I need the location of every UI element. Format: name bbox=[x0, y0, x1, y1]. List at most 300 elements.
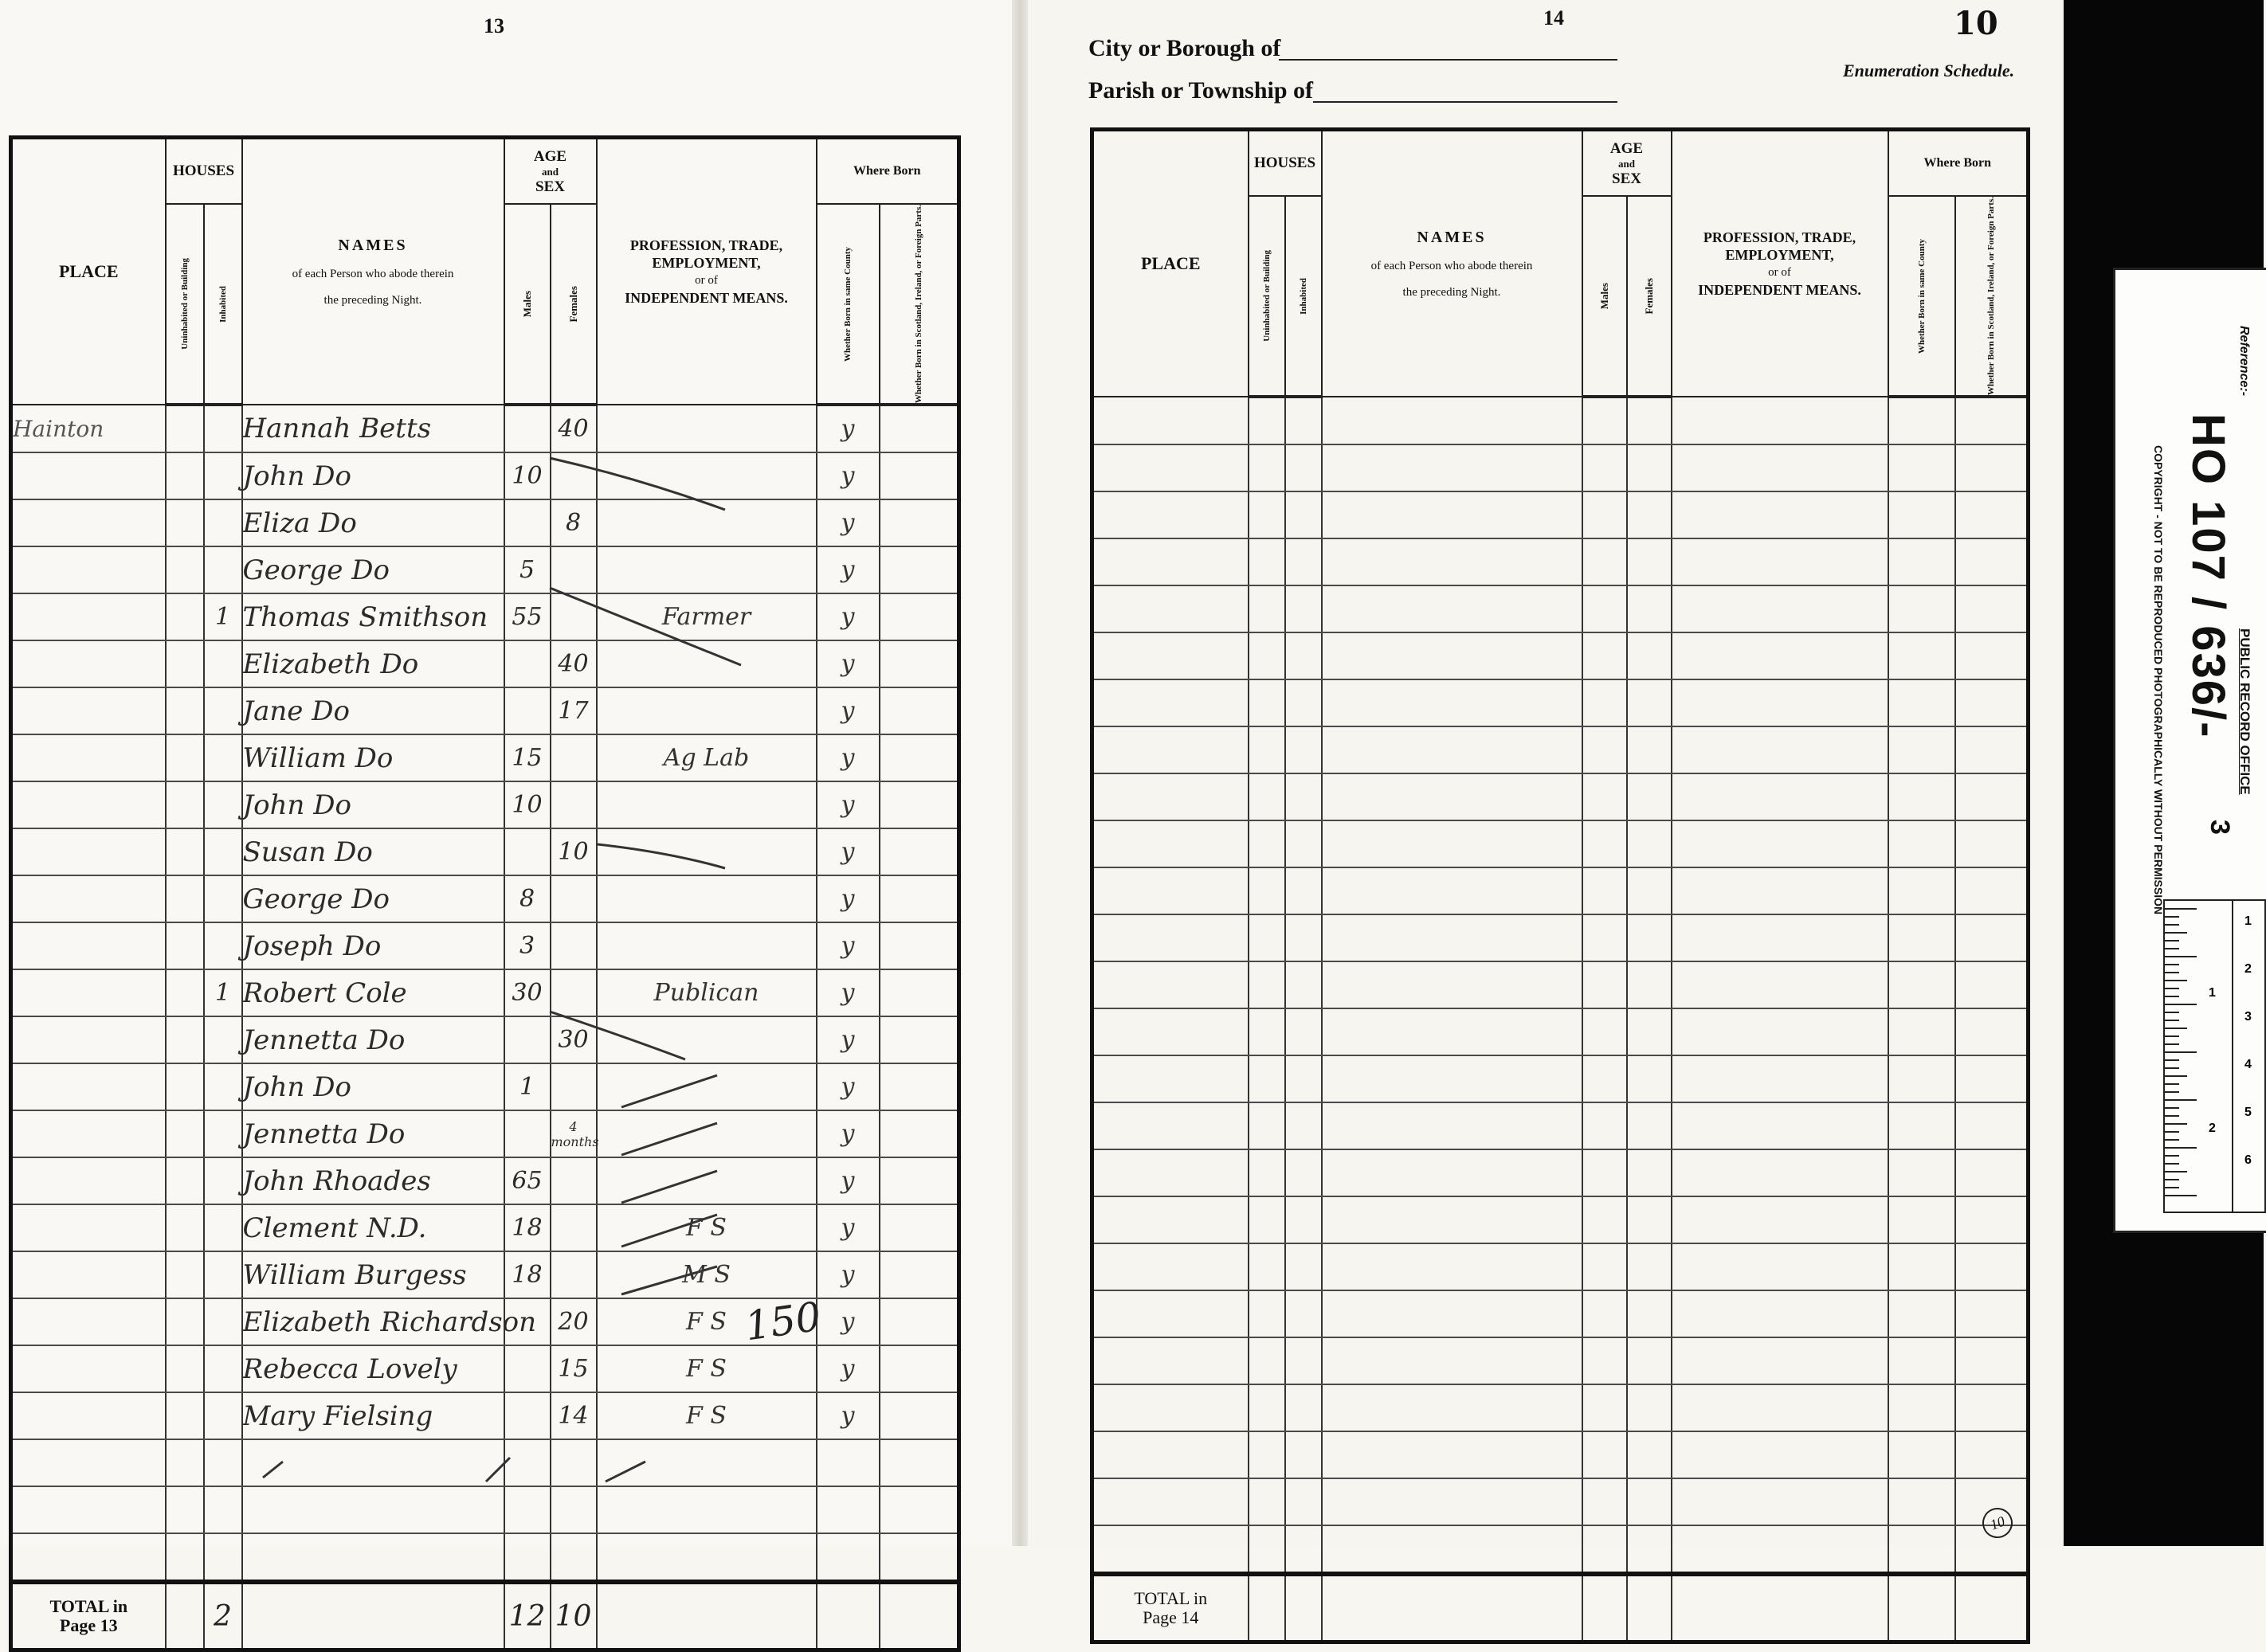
male-age-cell bbox=[504, 1439, 551, 1486]
blank-cell bbox=[1955, 1243, 2029, 1290]
blank-row bbox=[1092, 914, 2029, 961]
blank-cell bbox=[1092, 1102, 1249, 1149]
blank-cell bbox=[1092, 1478, 1249, 1525]
folio-stamp: 10 bbox=[1978, 1504, 2017, 1543]
ruler-cm-label: 1 bbox=[2244, 914, 2252, 928]
blank-cell bbox=[1092, 585, 1249, 632]
blank-cell bbox=[1249, 1055, 1285, 1102]
inhabited-cell bbox=[204, 1533, 242, 1582]
blank-cell bbox=[1322, 1196, 1582, 1243]
r-prof-line-3: or of bbox=[1768, 266, 1791, 280]
blank-cell bbox=[1888, 726, 1955, 773]
col-foreign-header bbox=[880, 204, 959, 405]
blank-row bbox=[1092, 1478, 2029, 1525]
blank-cell bbox=[1582, 1431, 1627, 1478]
blank-cell bbox=[1092, 1196, 1249, 1243]
table-row bbox=[11, 452, 959, 499]
born-county-cell: y bbox=[817, 499, 880, 546]
blank-cell bbox=[1888, 961, 1955, 1008]
r-total-males bbox=[1582, 1574, 1627, 1642]
born-foreign-cell bbox=[880, 922, 959, 969]
name-cell: Clement N.D. bbox=[242, 1204, 504, 1251]
blank-cell bbox=[1888, 1055, 1955, 1102]
total-males: 12 bbox=[504, 1582, 551, 1650]
r-age-sex: SEX bbox=[1612, 170, 1641, 187]
blank-cell bbox=[1627, 867, 1672, 914]
blank-cell bbox=[1322, 1290, 1582, 1337]
female-age-cell bbox=[551, 546, 597, 593]
female-age-cell: 15 bbox=[551, 1345, 597, 1392]
table-row bbox=[11, 640, 959, 687]
uninhabited-cell bbox=[166, 875, 204, 922]
blank-cell bbox=[1888, 1243, 1955, 1290]
r-females-label: Females bbox=[1642, 277, 1655, 315]
blank-cell bbox=[1285, 1149, 1322, 1196]
blank-cell bbox=[1672, 1525, 1888, 1574]
ruler-cm-label: 6 bbox=[2244, 1153, 2252, 1167]
blank-cell bbox=[1322, 1102, 1582, 1149]
place-cell bbox=[11, 969, 166, 1016]
blank-cell bbox=[1955, 820, 2029, 867]
male-age-cell: 15 bbox=[504, 734, 551, 781]
born-foreign-cell bbox=[880, 687, 959, 734]
blank-cell bbox=[1627, 1384, 1672, 1431]
name-cell: Jennetta Do bbox=[242, 1016, 504, 1063]
inhabited-cell bbox=[204, 687, 242, 734]
blank-cell bbox=[1672, 1243, 1888, 1290]
blank-cell bbox=[1672, 444, 1888, 491]
blank-cell bbox=[1322, 1337, 1582, 1384]
female-age-cell bbox=[551, 781, 597, 828]
blank-cell bbox=[1249, 961, 1285, 1008]
col-where-born-header: Where Born bbox=[817, 138, 959, 205]
blank-cell bbox=[1627, 1055, 1672, 1102]
table-row bbox=[11, 781, 959, 828]
male-age-cell: 3 bbox=[504, 922, 551, 969]
profession-cell: F S bbox=[597, 1345, 817, 1392]
uninhabited-cell bbox=[166, 1157, 204, 1204]
uninhabited-label: Uninhabited or Building bbox=[179, 258, 190, 350]
profession-cell bbox=[597, 1533, 817, 1582]
inhabited-cell bbox=[204, 1439, 242, 1486]
blank-cell bbox=[1285, 773, 1322, 820]
blank-cell bbox=[1888, 1337, 1955, 1384]
blank-cell bbox=[1672, 1290, 1888, 1337]
blank-cell bbox=[1285, 1055, 1322, 1102]
place-cell bbox=[11, 1157, 166, 1204]
blank-cell bbox=[1322, 491, 1582, 538]
uninhabited-cell bbox=[166, 405, 204, 452]
blank-cell bbox=[1672, 1149, 1888, 1196]
r-col-males-header bbox=[1582, 196, 1627, 397]
name-cell: John Do bbox=[242, 1063, 504, 1110]
blank-cell bbox=[1285, 1102, 1322, 1149]
blank-row bbox=[1092, 961, 2029, 1008]
profession-cell bbox=[597, 1063, 817, 1110]
blank-cell bbox=[1322, 632, 1582, 679]
female-age-cell: 4 months bbox=[551, 1110, 597, 1157]
blank-cell bbox=[1322, 444, 1582, 491]
blank-cell bbox=[1955, 1384, 2029, 1431]
place-cell bbox=[11, 1204, 166, 1251]
table-row bbox=[11, 1063, 959, 1110]
r-col-uninhabited-header bbox=[1249, 196, 1285, 397]
blank-cell bbox=[1955, 1431, 2029, 1478]
r-total-females bbox=[1627, 1574, 1672, 1642]
place-cell bbox=[11, 1533, 166, 1582]
blank-row bbox=[1092, 726, 2029, 773]
born-county-cell: y bbox=[817, 405, 880, 452]
born-foreign-cell bbox=[880, 1204, 959, 1251]
male-age-cell: 10 bbox=[504, 452, 551, 499]
blank-cell bbox=[1582, 444, 1627, 491]
place-cell bbox=[11, 1345, 166, 1392]
female-age-cell bbox=[551, 875, 597, 922]
blank-row bbox=[1092, 444, 2029, 491]
table-row bbox=[11, 499, 959, 546]
blank-cell bbox=[1955, 773, 2029, 820]
place-cell bbox=[11, 1486, 166, 1533]
blank-cell bbox=[1582, 1055, 1627, 1102]
born-county-cell: y bbox=[817, 1251, 880, 1298]
profession-cell bbox=[597, 828, 817, 875]
total-same-county bbox=[817, 1582, 880, 1650]
place-cell bbox=[11, 1439, 166, 1486]
folio-number: 10 bbox=[1954, 5, 1998, 42]
blank-cell bbox=[1249, 1431, 1285, 1478]
uninhabited-cell bbox=[166, 499, 204, 546]
blank-cell bbox=[1249, 1525, 1285, 1574]
blank-cell bbox=[1249, 914, 1285, 961]
table-row bbox=[11, 1016, 959, 1063]
table-row bbox=[11, 1533, 959, 1582]
inhabited-cell bbox=[204, 1110, 242, 1157]
blank-cell bbox=[1582, 726, 1627, 773]
blank-cell bbox=[1285, 961, 1322, 1008]
female-age-cell: 30 bbox=[551, 1016, 597, 1063]
inhabited-cell bbox=[204, 640, 242, 687]
name-cell: George Do bbox=[242, 875, 504, 922]
blank-cell bbox=[1955, 1102, 2029, 1149]
blank-cell bbox=[1092, 914, 1249, 961]
blank-cell bbox=[1285, 1478, 1322, 1525]
name-cell: George Do bbox=[242, 546, 504, 593]
census-rows bbox=[11, 405, 959, 1582]
place-cell bbox=[11, 734, 166, 781]
name-cell bbox=[242, 1439, 504, 1486]
blank-cell bbox=[1672, 773, 1888, 820]
blank-cell bbox=[1249, 679, 1285, 726]
measurement-ruler bbox=[2163, 899, 2266, 1213]
place-cell: Hainton bbox=[11, 405, 166, 452]
left-page-number: 13 bbox=[484, 14, 504, 37]
profession-cell bbox=[597, 687, 817, 734]
born-foreign-cell bbox=[880, 1345, 959, 1392]
blank-row bbox=[1092, 1290, 2029, 1337]
uninhabited-cell bbox=[166, 1204, 204, 1251]
blank-cell bbox=[1285, 444, 1322, 491]
profession-cell: F S bbox=[597, 1298, 817, 1345]
blank-cell bbox=[1322, 1431, 1582, 1478]
blank-cell bbox=[1955, 1337, 2029, 1384]
blank-cell bbox=[1672, 1196, 1888, 1243]
parish-label: Parish or Township of bbox=[1088, 77, 1314, 104]
name-cell: Jane Do bbox=[242, 687, 504, 734]
profession-cell: F S bbox=[597, 1204, 817, 1251]
blank-cell bbox=[1672, 632, 1888, 679]
blank-cell bbox=[1249, 1102, 1285, 1149]
blank-cell bbox=[1888, 538, 1955, 585]
r-total-names bbox=[1322, 1574, 1582, 1642]
profession-cell bbox=[597, 499, 817, 546]
name-cell: Susan Do bbox=[242, 828, 504, 875]
r-col-profession-header bbox=[1672, 130, 1888, 397]
born-county-cell: y bbox=[817, 546, 880, 593]
blank-cell bbox=[1672, 397, 1888, 444]
name-cell: William Do bbox=[242, 734, 504, 781]
profession-cell bbox=[597, 1157, 817, 1204]
inhabited-cell bbox=[204, 405, 242, 452]
born-foreign-cell bbox=[880, 1063, 959, 1110]
blank-cell bbox=[1955, 867, 2029, 914]
right-page-number: 14 bbox=[1543, 6, 1564, 29]
born-county-cell: y bbox=[817, 828, 880, 875]
r-total-label-line-1: TOTAL in bbox=[1134, 1588, 1208, 1609]
blank-cell bbox=[1285, 538, 1322, 585]
blank-cell bbox=[1249, 538, 1285, 585]
ruler-inch-label: 2 bbox=[2209, 1122, 2216, 1135]
males-label: Males bbox=[520, 290, 533, 318]
place-cell bbox=[11, 1251, 166, 1298]
blank-cell bbox=[1582, 1243, 1627, 1290]
male-age-cell bbox=[504, 1345, 551, 1392]
foreign-label: Whether Born in Scotland, Ireland, or Foreign Parts. bbox=[913, 205, 923, 404]
blank-row bbox=[1092, 1243, 2029, 1290]
blank-cell bbox=[1672, 538, 1888, 585]
blank-cell bbox=[1672, 914, 1888, 961]
blank-cell bbox=[1092, 444, 1249, 491]
female-age-cell: 10 bbox=[551, 828, 597, 875]
piece-number: 3 bbox=[2205, 820, 2235, 835]
col-profession-header bbox=[597, 138, 817, 405]
born-county-cell: y bbox=[817, 922, 880, 969]
profession-cell bbox=[597, 452, 817, 499]
name-cell: Rebecca Lovely bbox=[242, 1345, 504, 1392]
table-row bbox=[11, 546, 959, 593]
blank-cell bbox=[1322, 585, 1582, 632]
uninhabited-cell bbox=[166, 1439, 204, 1486]
r-prof-line-4: INDEPENDENT MEANS. bbox=[1698, 282, 1861, 299]
born-county-cell: y bbox=[817, 1110, 880, 1157]
table-row bbox=[11, 828, 959, 875]
female-age-cell: 20 bbox=[551, 1298, 597, 1345]
blank-cell bbox=[1285, 397, 1322, 444]
male-age-cell bbox=[504, 640, 551, 687]
blank-cell bbox=[1627, 773, 1672, 820]
prof-line-1: PROFESSION, TRADE, bbox=[629, 237, 783, 254]
profession-cell bbox=[597, 922, 817, 969]
blank-cell bbox=[1672, 1008, 1888, 1055]
blank-cell bbox=[1092, 867, 1249, 914]
blank-cell bbox=[1092, 679, 1249, 726]
place-cell bbox=[11, 452, 166, 499]
blank-cell bbox=[1955, 961, 2029, 1008]
blank-cell bbox=[1888, 867, 1955, 914]
female-age-cell bbox=[551, 1439, 597, 1486]
blank-cell bbox=[1285, 679, 1322, 726]
uninhabited-cell bbox=[166, 922, 204, 969]
blank-cell bbox=[1955, 444, 2029, 491]
reference-label: Reference:- bbox=[2237, 326, 2251, 397]
blank-cell bbox=[1627, 1196, 1672, 1243]
inhabited-cell bbox=[204, 1063, 242, 1110]
blank-cell bbox=[1955, 679, 2029, 726]
name-cell: Hannah Betts bbox=[242, 405, 504, 452]
born-foreign-cell bbox=[880, 499, 959, 546]
born-foreign-cell bbox=[880, 1533, 959, 1582]
blank-cell bbox=[1092, 1384, 1249, 1431]
blank-cell bbox=[1092, 1337, 1249, 1384]
blank-cell bbox=[1627, 1149, 1672, 1196]
inhabited-cell bbox=[204, 734, 242, 781]
profession-cell bbox=[597, 405, 817, 452]
male-age-cell: 55 bbox=[504, 593, 551, 640]
female-age-cell bbox=[551, 734, 597, 781]
male-age-cell bbox=[504, 1533, 551, 1582]
blank-cell bbox=[1888, 397, 1955, 444]
blank-cell bbox=[1582, 1478, 1627, 1525]
blank-cell bbox=[1627, 632, 1672, 679]
born-county-cell: y bbox=[817, 781, 880, 828]
r-names-sub-2: the preceding Night. bbox=[1402, 285, 1501, 299]
blank-cell bbox=[1285, 585, 1322, 632]
blank-cell bbox=[1888, 444, 1955, 491]
r-names-sub-1: of each Person who abode therein bbox=[1370, 259, 1533, 272]
city-line bbox=[1279, 59, 1617, 61]
born-county-cell: y bbox=[817, 1345, 880, 1392]
uninhabited-cell bbox=[166, 452, 204, 499]
blank-cell bbox=[1955, 491, 2029, 538]
blank-cell bbox=[1627, 1243, 1672, 1290]
born-foreign-cell bbox=[880, 405, 959, 452]
blank-cell bbox=[1582, 1290, 1627, 1337]
reference-number: HO 107 / 636/- bbox=[2182, 413, 2234, 739]
inhabited-cell bbox=[204, 875, 242, 922]
name-cell: Thomas Smithson bbox=[242, 593, 504, 640]
inhabited-cell bbox=[204, 1204, 242, 1251]
blank-cell bbox=[1627, 538, 1672, 585]
uninhabited-cell bbox=[166, 781, 204, 828]
blank-cell bbox=[1092, 773, 1249, 820]
place-cell bbox=[11, 1063, 166, 1110]
total-uninhabited bbox=[166, 1582, 204, 1650]
female-age-cell bbox=[551, 922, 597, 969]
blank-cell bbox=[1249, 1149, 1285, 1196]
total-females: 10 bbox=[551, 1582, 597, 1650]
blank-row bbox=[1092, 1055, 2029, 1102]
blank-cell bbox=[1249, 820, 1285, 867]
inhabited-cell bbox=[204, 1486, 242, 1533]
blank-cell bbox=[1285, 1525, 1322, 1574]
blank-cell bbox=[1249, 1243, 1285, 1290]
inhabited-cell bbox=[204, 1016, 242, 1063]
r-prof-line-1: PROFESSION, TRADE, bbox=[1703, 229, 1856, 246]
blank-cell bbox=[1627, 1290, 1672, 1337]
names-title: NAMES bbox=[338, 236, 408, 254]
born-county-cell: y bbox=[817, 969, 880, 1016]
born-county-cell: y bbox=[817, 734, 880, 781]
born-county-cell bbox=[817, 1486, 880, 1533]
female-age-cell bbox=[551, 593, 597, 640]
blank-row bbox=[1092, 1149, 2029, 1196]
name-cell: Robert Cole bbox=[242, 969, 504, 1016]
place-cell bbox=[11, 781, 166, 828]
blank-cell bbox=[1672, 867, 1888, 914]
col-age-header bbox=[504, 138, 597, 205]
blank-cell bbox=[1582, 397, 1627, 444]
born-foreign-cell bbox=[880, 969, 959, 1016]
name-cell: Mary Fielsing bbox=[242, 1392, 504, 1439]
blank-cell bbox=[1249, 444, 1285, 491]
blank-cell bbox=[1092, 491, 1249, 538]
blank-row bbox=[1092, 491, 2029, 538]
blank-cell bbox=[1285, 1384, 1322, 1431]
blank-cell bbox=[1582, 538, 1627, 585]
r-total-label bbox=[1092, 1574, 1249, 1642]
blank-cell bbox=[1627, 726, 1672, 773]
place-cell bbox=[11, 875, 166, 922]
name-cell: William Burgess bbox=[242, 1251, 504, 1298]
blank-cell bbox=[1888, 585, 1955, 632]
record-office-label: PUBLIC RECORD OFFICE bbox=[2237, 628, 2252, 795]
blank-cell bbox=[1092, 1008, 1249, 1055]
total-foreign bbox=[880, 1582, 959, 1650]
blank-cell bbox=[1322, 1525, 1582, 1574]
male-age-cell bbox=[504, 828, 551, 875]
blank-cell bbox=[1955, 538, 2029, 585]
blank-cell bbox=[1322, 1008, 1582, 1055]
female-age-cell: 17 bbox=[551, 687, 597, 734]
blank-cell bbox=[1672, 961, 1888, 1008]
blank-cell bbox=[1888, 1196, 1955, 1243]
total-names bbox=[242, 1582, 504, 1650]
blank-row bbox=[1092, 1431, 2029, 1478]
blank-cell bbox=[1285, 867, 1322, 914]
born-foreign-cell bbox=[880, 734, 959, 781]
blank-cell bbox=[1955, 1149, 2029, 1196]
inhabited-cell bbox=[204, 1157, 242, 1204]
tally-mark: 150 bbox=[742, 1293, 825, 1350]
r-total-inhabited bbox=[1285, 1574, 1322, 1642]
blank-cell bbox=[1249, 1290, 1285, 1337]
ruler-inch-label: 1 bbox=[2209, 986, 2216, 1000]
profession-cell bbox=[597, 1110, 817, 1157]
blank-cell bbox=[1285, 914, 1322, 961]
blank-cell bbox=[1249, 773, 1285, 820]
blank-cell bbox=[1249, 867, 1285, 914]
blank-row bbox=[1092, 773, 2029, 820]
blank-cell bbox=[1092, 1525, 1249, 1574]
blank-cell bbox=[1888, 914, 1955, 961]
r-col-names-header bbox=[1322, 130, 1582, 397]
place-cell bbox=[11, 1110, 166, 1157]
table-row bbox=[11, 405, 959, 452]
blank-cell bbox=[1582, 632, 1627, 679]
male-age-cell: 30 bbox=[504, 969, 551, 1016]
blank-cell bbox=[1888, 1431, 1955, 1478]
male-age-cell bbox=[504, 1392, 551, 1439]
blank-cell bbox=[1249, 1337, 1285, 1384]
